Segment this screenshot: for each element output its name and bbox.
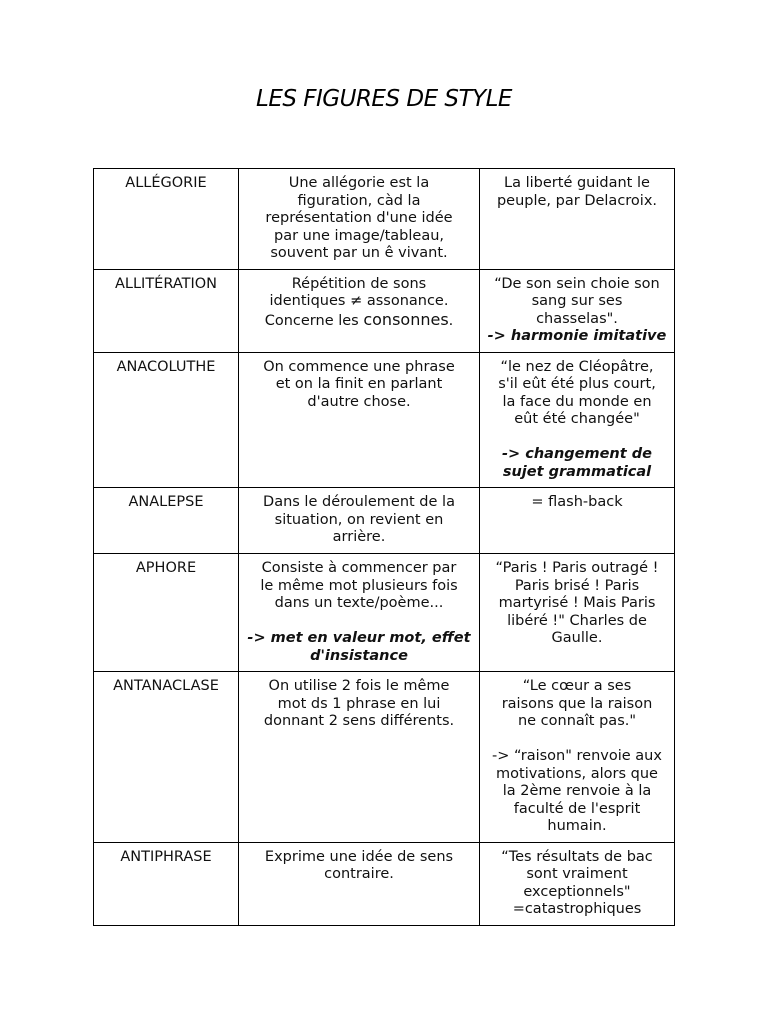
example-cell: = flash-back xyxy=(480,488,675,554)
term-cell: ANTANACLASE xyxy=(94,672,239,843)
example-text: “De son sein choie son sang sur ses chasselas". xyxy=(494,275,660,327)
example-text: “le nez de Cléopâtre, s'il eût été plus court, la face du monde en eût été changée" xyxy=(498,358,656,427)
example-cell xyxy=(480,672,675,843)
definition-text: Répétition de sons identiques ≠ assonance. Concerne les xyxy=(264,275,449,329)
definition-cell: Une allégorie est la figuration, càd la représentation d'une idée par une image/tableau, souvent par un ê vivant. xyxy=(239,169,480,270)
definition-cell: Exprime une idée de sens contraire. xyxy=(239,842,480,925)
definition-cell xyxy=(239,269,480,352)
example-cell: “Paris ! Paris outragé ! Paris brisé ! Paris martyrisé ! Mais Paris libéré !" Charles de Gaulle. xyxy=(480,554,675,672)
example-emphasis: -> changement de sujet grammatical xyxy=(502,446,652,480)
example-note: -> “raison" renvoie aux motivations, alors que la 2ème renvoie à la faculté de l'esprit humain. xyxy=(492,748,662,834)
example-cell xyxy=(480,352,675,488)
example-text: “Le cœur a ses raisons que la raison ne connaît pas." xyxy=(501,678,653,729)
figures-table xyxy=(93,168,675,926)
page-title: LES FIGURES DE STYLE xyxy=(256,86,512,112)
table-row xyxy=(94,169,675,270)
term-cell: APHORE xyxy=(94,554,239,672)
definition-cell: Dans le déroulement de la situation, on revient en arrière. xyxy=(239,488,480,554)
definition-highlight: consonnes xyxy=(363,309,449,329)
example-cell: La liberté guidant le peuple, par Delacroix. xyxy=(480,169,675,270)
definition-cell: On utilise 2 fois le même mot ds 1 phrase en lui donnant 2 sens différents. xyxy=(239,672,480,843)
example-cell: “Tes résultats de bac sont vraiment exceptionnels" =catastrophiques xyxy=(480,842,675,925)
table-row xyxy=(94,672,675,843)
definition-text: . xyxy=(448,312,454,329)
term-cell: ALLITÉRATION xyxy=(94,269,239,352)
term-cell: ANALEPSE xyxy=(94,488,239,554)
table-row xyxy=(94,842,675,925)
definition-cell xyxy=(239,554,480,672)
definition-cell: On commence une phrase et on la finit en parlant d'autre chose. xyxy=(239,352,480,488)
example-emphasis: -> harmonie imitative xyxy=(487,328,667,344)
example-cell xyxy=(480,269,675,352)
table-row xyxy=(94,488,675,554)
definition-emphasis: -> met en valeur mot, effet d'insistance xyxy=(247,630,471,664)
table-row xyxy=(94,554,675,672)
term-cell: ANTIPHRASE xyxy=(94,842,239,925)
term-cell: ALLÉGORIE xyxy=(94,169,239,270)
term-cell: ANACOLUTHE xyxy=(94,352,239,488)
table-row xyxy=(94,352,675,488)
table-row xyxy=(94,269,675,352)
definition-text: Consiste à commencer par le même mot plusieurs fois dans un texte/poème... xyxy=(260,560,458,611)
